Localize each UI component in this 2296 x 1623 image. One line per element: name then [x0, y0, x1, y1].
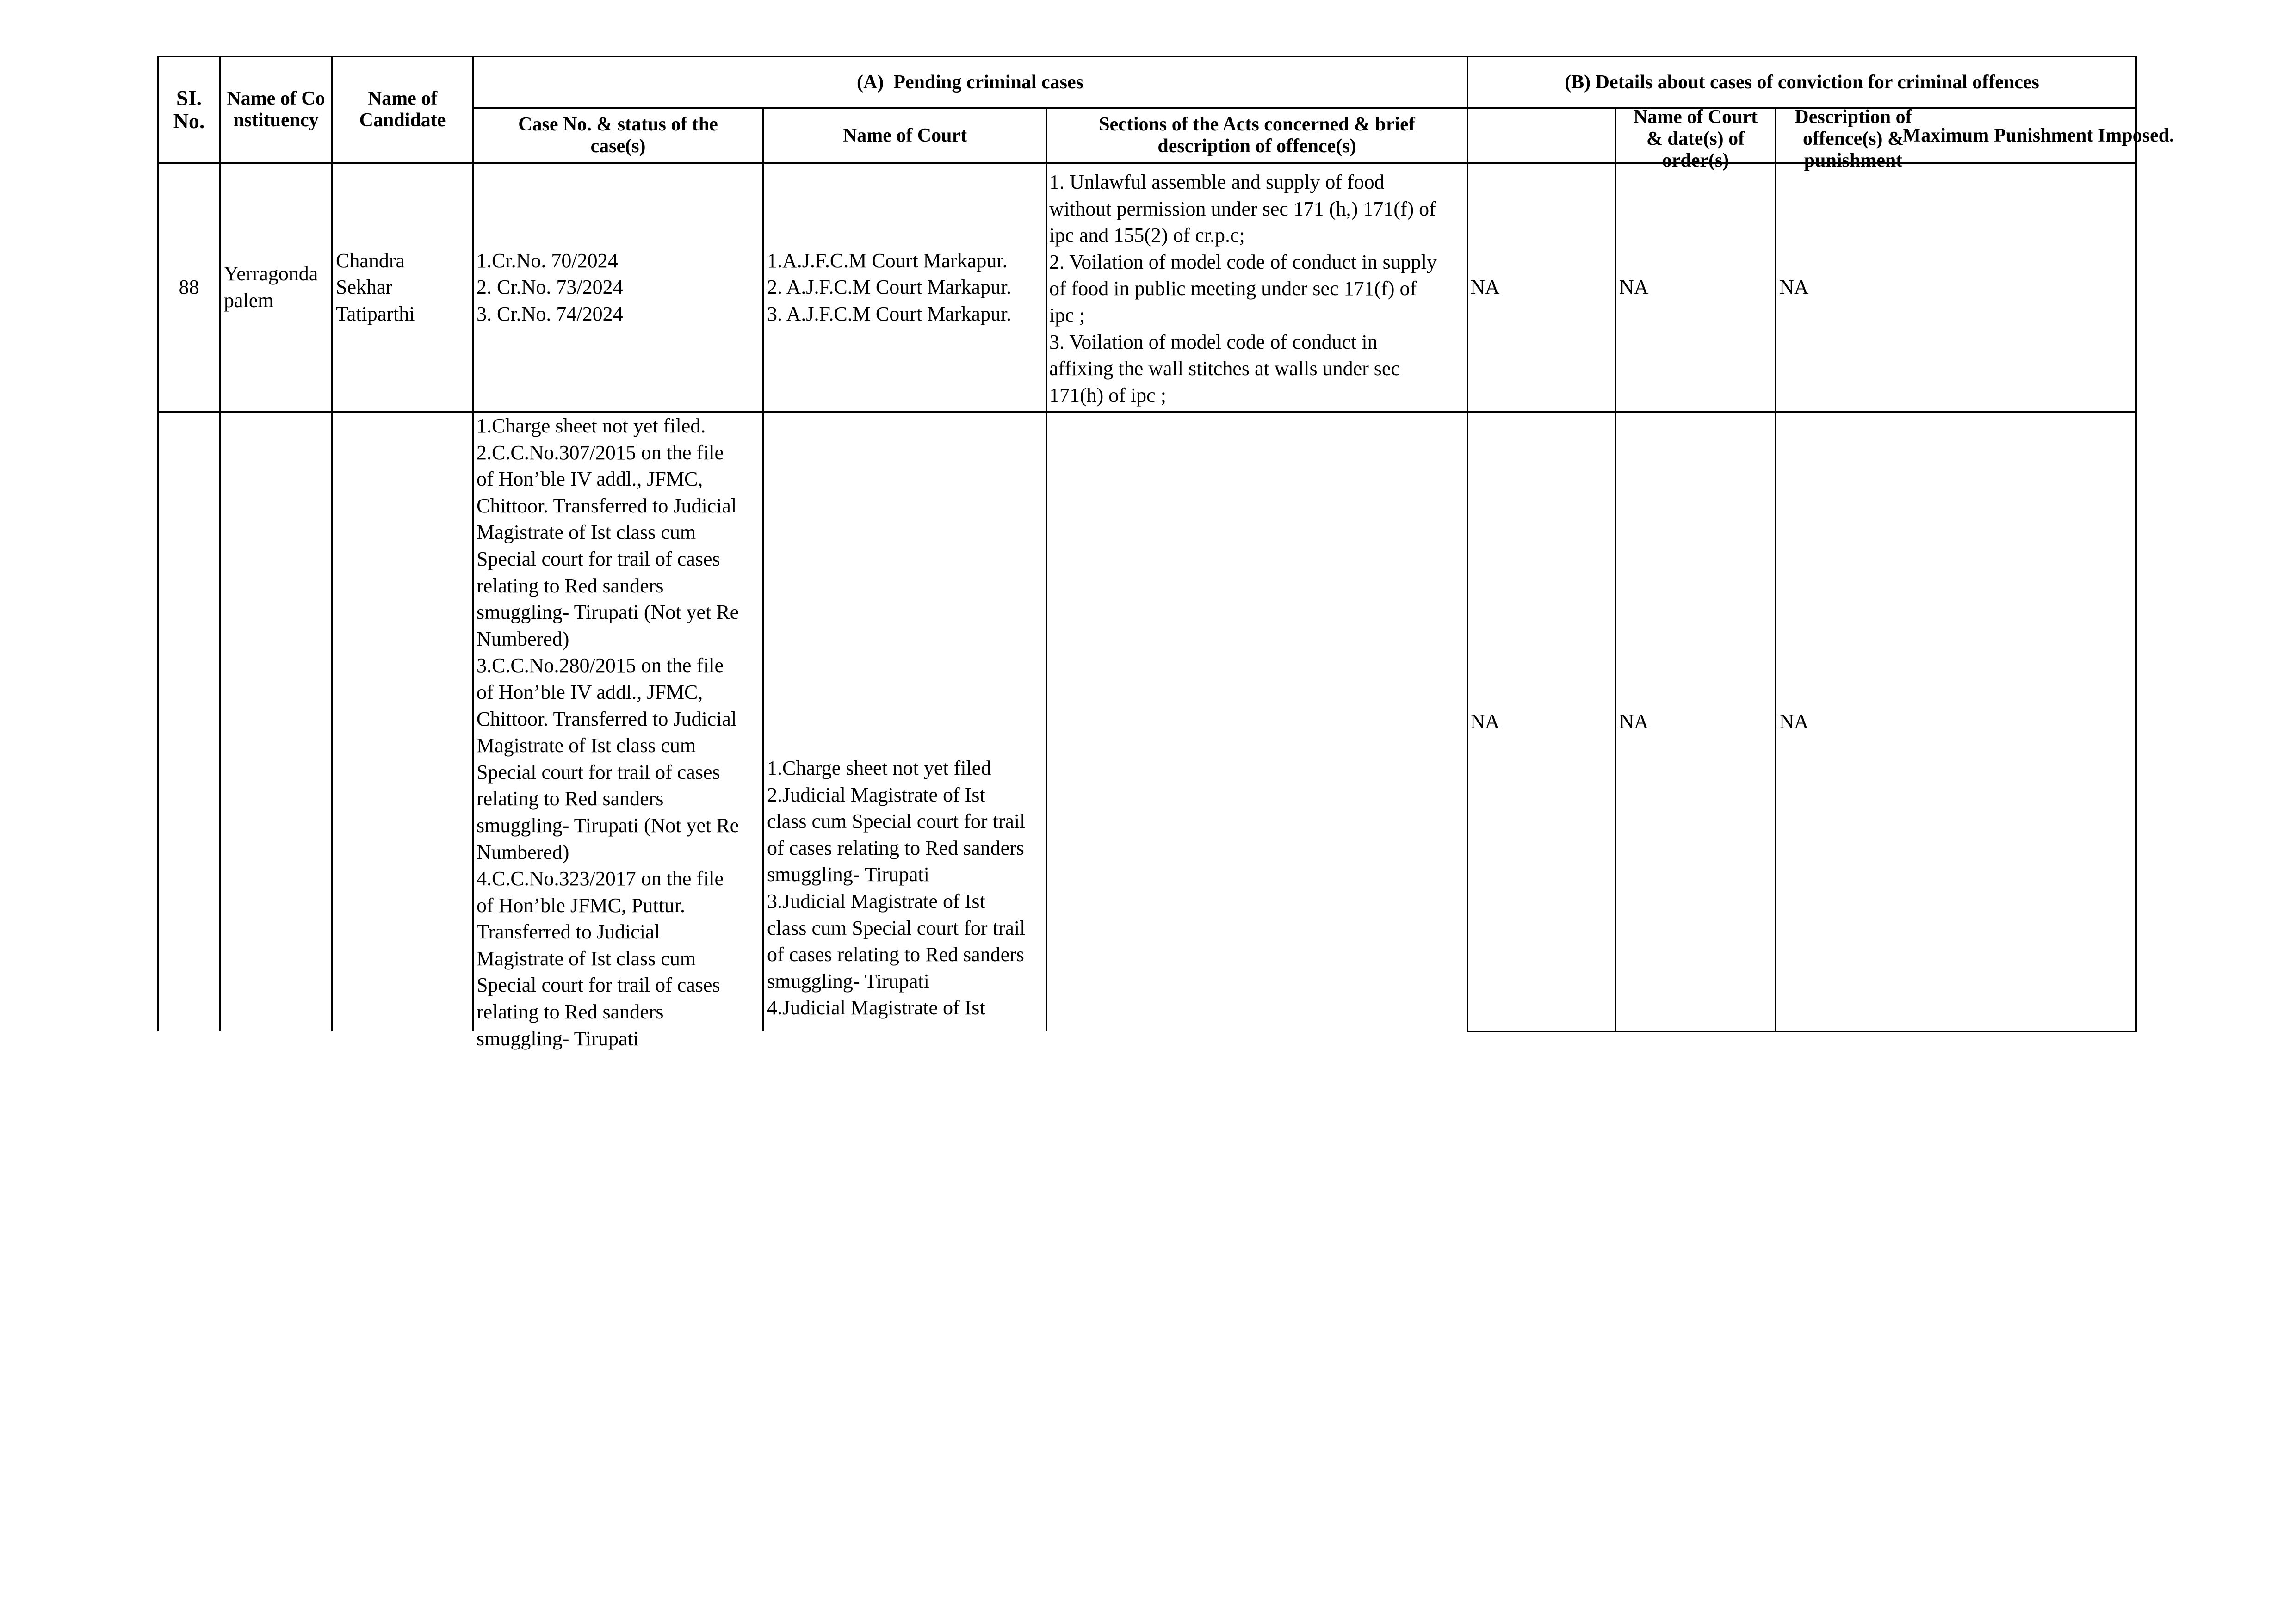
row2-case-no: 1.Charge sheet not yet filed. 2.C.C.No.307/2015 on the file of Hon’ble IV addl., JFMC, Chittoor. Transferred to Judicial Magistrate of Ist class cum Special court for trail of cases relating to Red sanders smuggling- Tirupati (Not yet Re Numbered) 3.C.C.No.280/2015 on the file of Hon’ble IV addl., JFMC, Chittoor. Transferred to Judicial Magistrate of Ist class cum Special court for trail of cases relating to Red sanders smuggling- Tirupati (Not yet Re Numbered) 4.C.C.No.323/2017 on the file of Hon’ble JFMC, Puttur. Transferred to Judicial Magistrate of Ist class cum Special court for trail of cases relating to Red sanders smuggling- Tirupati — [477, 414, 739, 1050]
row2-court: 1.Charge sheet not yet filed 2.Judicial Magistrate of Ist class cum Special court for trail of cases relating to Red sanders smuggling- Tirupati 3.Judicial Magistrate of Ist class cum Special court for trail of cases relating to Red sanders smuggling- Tirupati 4.Judicial Magistrate of Ist — [767, 757, 1026, 1019]
header-max-punishment-text: Maximum Punishment Imposed. — [1902, 124, 2174, 146]
header-candidate-text: Name of Candidate — [359, 88, 446, 131]
header-sections — [1047, 109, 1467, 162]
row2-max-punishment: NA — [1779, 710, 1809, 733]
conviction-bottom-border — [1467, 1031, 2137, 1032]
col-border-right — [2135, 56, 2137, 1031]
col-border-constituency — [331, 56, 333, 1031]
header-conv-desc-text: Description of offence(s) & punishment — [1795, 106, 1912, 171]
header-constituency-text: Name of Constituency — [227, 88, 325, 131]
header-group-b — [1468, 57, 2135, 107]
row1-conv-court: NA — [1470, 276, 1500, 299]
col-border-sl — [219, 56, 221, 1031]
header-sl-no-text: SI. No. — [173, 86, 205, 133]
header-case-no-text: Case No. & status of the case(s) — [518, 114, 718, 157]
row1-case-no: 1.Cr.No. 70/2024 2. Cr.No. 73/2024 3. Cr.No. 74/2024 — [477, 249, 623, 325]
row1-constituency: Yerragonda palem — [224, 262, 318, 312]
col-border-sections — [1467, 56, 1468, 1031]
header-court-text: Name of Court — [842, 124, 967, 146]
header-group-a — [474, 57, 1467, 107]
header-candidate — [333, 57, 472, 162]
row2-conv-desc: NA — [1619, 710, 1649, 733]
header-conv-court-text: Name of Court & date(s) of order(s) — [1633, 106, 1758, 171]
header-group-a-text: (A) Pending criminal cases — [857, 71, 1083, 93]
row1-candidate: Chandra Sekhar Tatiparthi — [336, 249, 415, 325]
header-group-b-text: (B) Details about cases of conviction for criminal offences — [1565, 71, 2039, 93]
col-border-candidate — [472, 56, 474, 1031]
row1-court: 1.A.J.F.C.M Court Markapur. 2. A.J.F.C.M Court Markapur. 3. A.J.F.C.M Court Markapur. — [767, 249, 1012, 325]
header-constituency — [221, 57, 331, 162]
row1-sl-no: 88 — [179, 276, 199, 299]
row1-sections: 1. Unlawful assemble and supply of food without permission under sec 171 (h,) 171(f) of ipc and 155(2) of cr.p.c; 2. Voilation of model code of conduct in supply of food in public meeting under sec 171(f) of ipc ; 3. Voilation of model code of conduct in affixing the wall stitches at walls under sec 171(h) of ipc ; — [1049, 171, 1437, 407]
header-sl-no — [159, 57, 219, 162]
header-case-no — [474, 109, 762, 162]
col-border-conv-court — [1615, 107, 1616, 1031]
header-max-punishment — [1776, 109, 2174, 162]
header-conv-court — [1616, 106, 1775, 171]
col-border-conv-desc — [1775, 107, 1776, 1031]
row1-max-punishment: NA — [1779, 276, 1809, 299]
row2-conv-court: NA — [1470, 710, 1500, 733]
header-sections-text: Sections of the Acts concerned & brief description of offence(s) — [1099, 114, 1415, 157]
row1-conv-desc: NA — [1619, 276, 1649, 299]
header-court — [764, 109, 1046, 162]
